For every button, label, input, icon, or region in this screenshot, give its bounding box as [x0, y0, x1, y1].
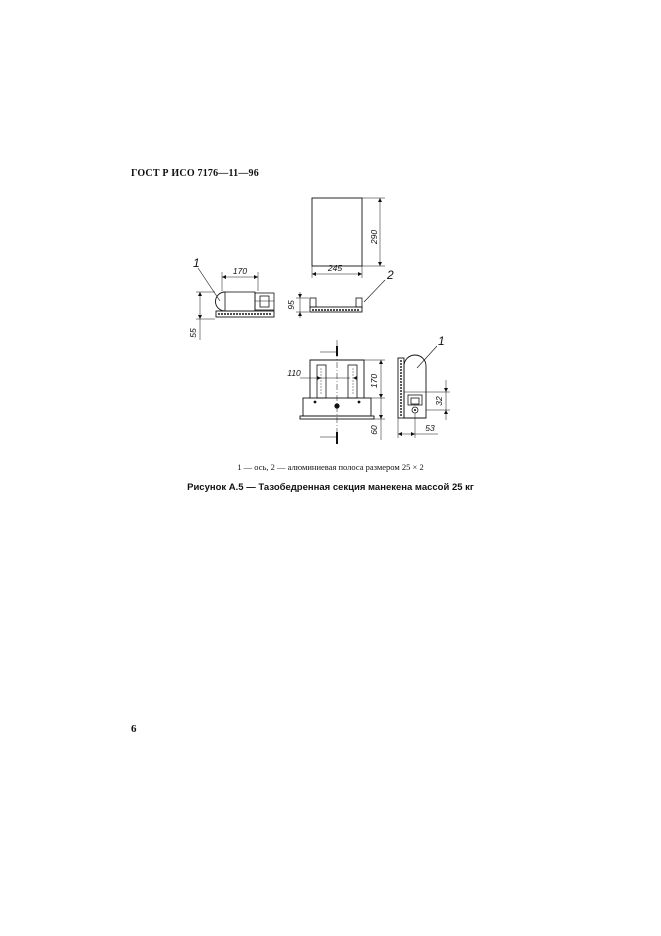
dim-55: 55 [188, 328, 198, 338]
page-number: 6 [131, 723, 137, 735]
callout-1-left: 1 [193, 256, 200, 270]
dim-60: 60 [369, 425, 379, 435]
callout-1-right: 1 [438, 334, 445, 348]
side-view-middle [296, 280, 385, 318]
dim-95: 95 [286, 300, 296, 310]
dim-32: 32 [434, 396, 444, 406]
document-code-header: ГОСТ Р ИСО 7176—11—96 [131, 168, 259, 179]
dim-290: 290 [369, 229, 379, 245]
side-view-left [196, 268, 274, 340]
dim-110: 110 [287, 368, 301, 378]
figure-legend: 1 — ось, 2 — алюминиевая полоса размером 25 × 2 [237, 462, 424, 472]
callout-2: 2 [387, 268, 394, 282]
figure-caption: Рисунок А.5 — Тазобедренная секция манекена массой 25 кг [187, 482, 474, 493]
side-view-right [398, 346, 450, 438]
dim-245: 245 [327, 263, 343, 273]
dim-170-top: 170 [232, 266, 248, 276]
dim-170-front: 170 [369, 373, 379, 389]
dim-53: 53 [425, 423, 435, 433]
